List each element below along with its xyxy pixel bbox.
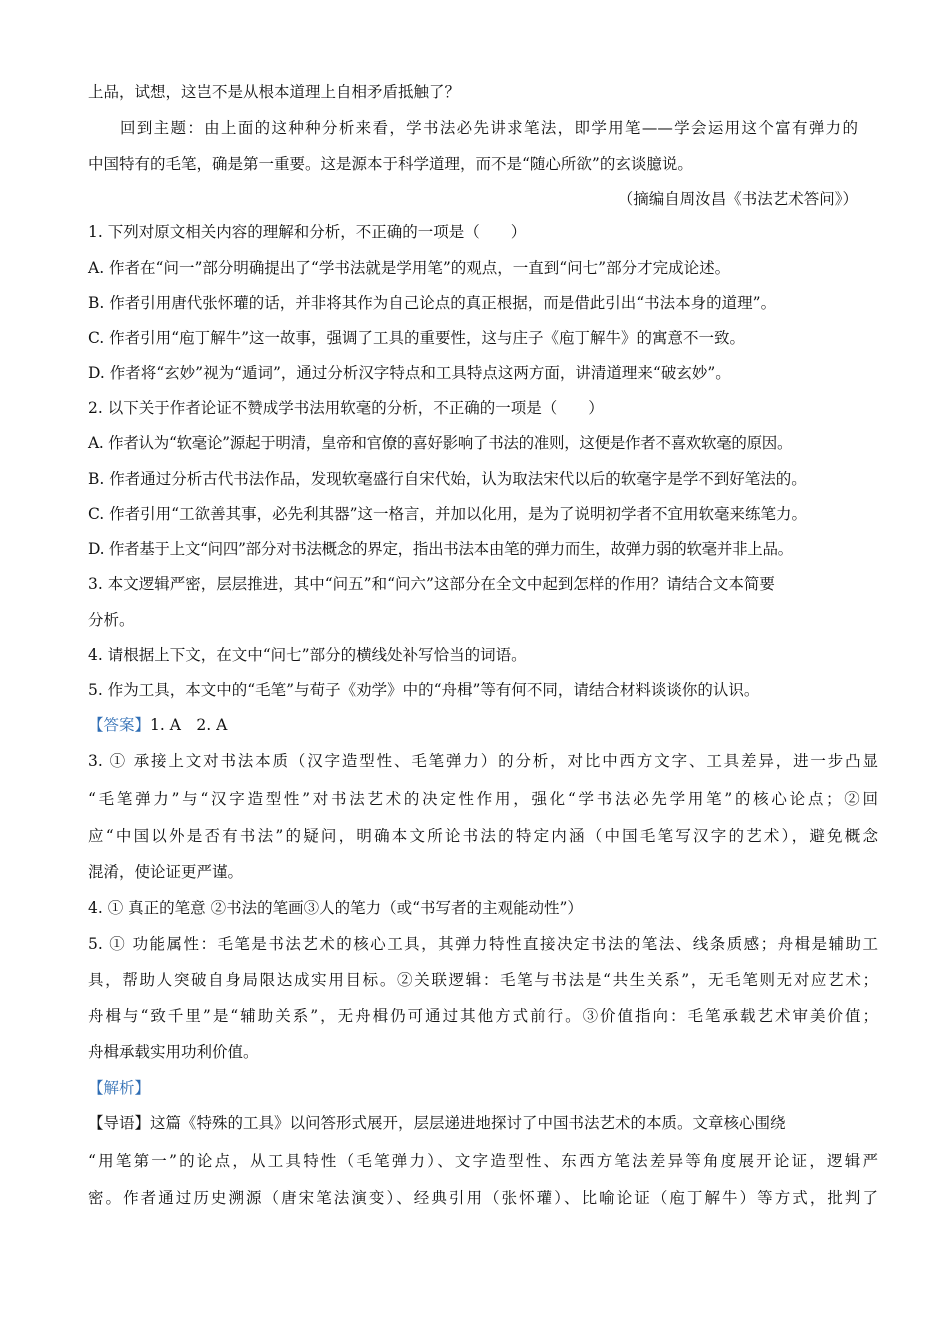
answer-tag: 【答案】 [88, 716, 151, 734]
question-2: 2. 以下关于作者论证不赞成学书法用软毫的分析，不正确的一项是（ ） [88, 399, 604, 417]
passage-line-2: 回到主题：由上面的这种种分析来看，学书法必先讲求笔法，即学用笔——学会运用这个富有弹力的 [120, 119, 858, 137]
analysis-tag: 【解析】 [88, 1079, 151, 1097]
question-1-option-b: B. 作者引用唐代张怀瓘的话，并非将其作为自己论点的真正根据，而是借此引出“书法本身的道理”。 [88, 294, 777, 312]
question-2-option-a: A. 作者认为“软毫论”源起于明清，皇帝和官僚的喜好影响了书法的准则，这便是作者不喜欢软毫的原因。 [88, 434, 793, 452]
answer-header [88, 715, 878, 735]
question-3-line-1: 3. 本文逻辑严密，层层推进，其中“问五”和“问六”这部分在全文中起到怎样的作用？请结合文本简要 [88, 575, 775, 593]
answer-5-line-1: 5. ① 功能属性：毛笔是书法艺术的核心工具，其弹力特性直接决定书法的笔法、线条质感；舟楫是辅助工 [88, 935, 878, 953]
question-2-option-b: B. 作者通过分析古代书法作品，发现软毫盛行自宋代始，认为取法宋代以后的软毫字是学不到好笔法的。 [88, 470, 807, 488]
answer-3-line-4: 混淆，使论证更严谨。 [88, 863, 244, 881]
passage-line-1: 上品，试想，这岂不是从根本道理上自相矛盾抵触了？ [88, 83, 461, 101]
question-1: 1. 下列对原文相关内容的理解和分析，不正确的一项是（ ） [88, 223, 527, 241]
passage-line-3: 中国特有的毛笔，确是第一重要。这是源本于科学道理，而不是“随心所欲”的玄谈臆说。 [88, 155, 693, 173]
question-5: 5. 作为工具，本文中的“毛笔”与荀子《劝学》中的“舟楫”等有何不同，请结合材料谈谈你的认识。 [88, 681, 760, 699]
analysis-intro-line-2: “用笔第一”的论点，从工具特性（毛笔弹力）、文字造型性、东西方笔法差异等角度展开论证，逻辑严 [88, 1152, 878, 1170]
analysis-intro-line-1 [88, 1113, 878, 1133]
answer-3-line-1: 3. ① 承接上文对书法本质（汉字造型性、毛笔弹力）的分析，对比中西方文字、工具差异，进一步凸显 [88, 752, 878, 770]
question-2-option-d: D. 作者基于上文“问四”部分对书法概念的界定，指出书法本由笔的弹力而生，故弹力弱的软毫并非上品。 [88, 540, 793, 558]
answer-3-line-2: “毛笔弹力”与“汉字造型性”对书法艺术的决定性作用，强化“学书法必先学用笔”的核心论点；②回 [88, 790, 878, 808]
analysis-intro-line-3: 密。作者通过历史溯源（唐宋笔法演变）、经典引用（张怀瓘）、比喻论证（庖丁解牛）等方式，批判了 [88, 1189, 878, 1207]
question-4: 4. 请根据上下文，在文中“问七”部分的横线处补写恰当的词语。 [88, 646, 527, 664]
answer-5-line-2: 具，帮助人突破自身局限达成实用目标。②关联逻辑：毛笔与书法是“共生关系”，无毛笔则无对应艺术； [88, 971, 878, 989]
question-2-option-c: C. 作者引用“工欲善其事，必先利其器”这一格言，并加以化用，是为了说明初学者不宜用软毫来练笔力。 [88, 505, 808, 523]
intro-text: 这篇《特殊的工具》以问答形式展开，层层递进地探讨了中国书法艺术的本质。文章核心围绕 [150, 1114, 786, 1132]
answer-5-line-4: 舟楫承载实用功利价值。 [88, 1043, 259, 1061]
intro-tag: 【导语】 [88, 1114, 151, 1132]
question-3-line-2: 分析。 [88, 611, 135, 629]
passage-source: （摘编自周汝昌《书法艺术答问》） [617, 190, 858, 208]
answer-choices: 1. A 2. A [150, 716, 228, 734]
answer-5-line-3: 舟楫与“致千里”是“辅助关系”，无舟楫仍可通过其他方式前行。③价值指向：毛笔承载艺术审美价值； [88, 1007, 878, 1025]
question-1-option-c: C. 作者引用“庖丁解牛”这一故事，强调了工具的重要性，这与庄子《庖丁解牛》的寓意不一致。 [88, 329, 746, 347]
question-1-option-a: A. 作者在“问一”部分明确提出了“学书法就是学用笔”的观点，一直到“问七”部分才完成论述。 [88, 259, 731, 277]
answer-4: 4. ① 真正的笔意 ②书法的笔画③人的笔力（或“书写者的主观能动性”） [88, 899, 583, 917]
answer-3-line-3: 应“中国以外是否有书法”的疑问，明确本文所论书法的特定内涵（中国毛笔写汉字的艺术），避免概念 [88, 827, 878, 845]
question-1-option-d: D. 作者将“玄妙”视为“遁词”，通过分析汉字特点和工具特点这两方面，讲清道理来“破玄妙”。 [88, 364, 731, 382]
